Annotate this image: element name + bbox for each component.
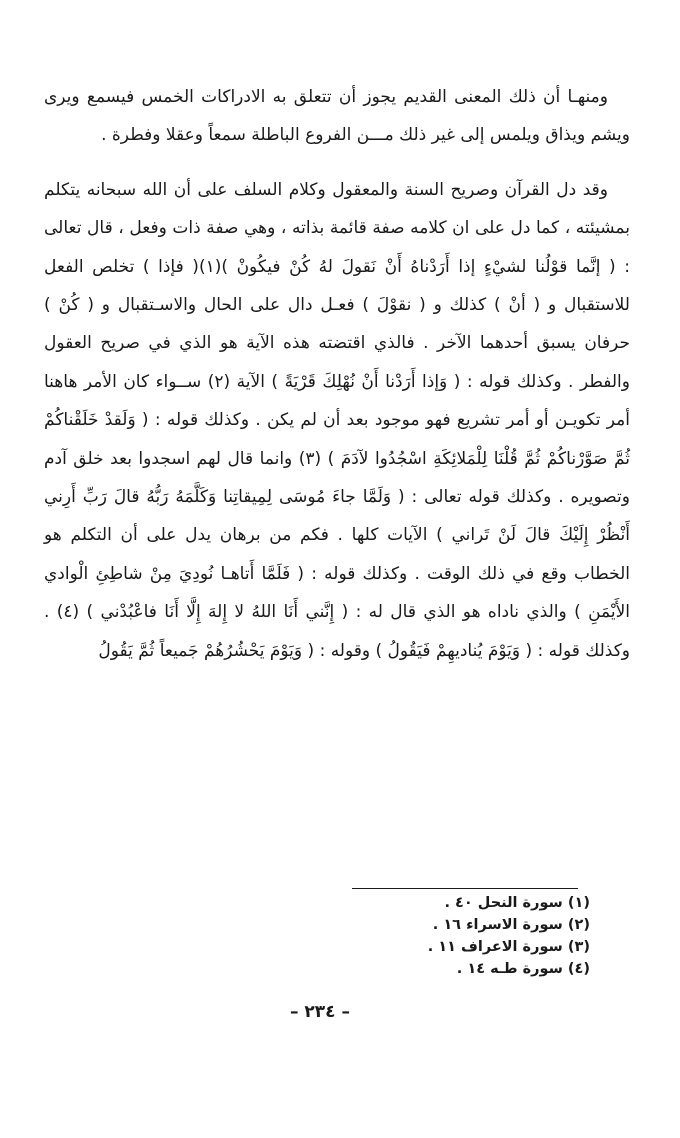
footnotes [300,892,590,980]
footnote-item: (٤) سورة طـه ١٤ . [456,961,590,977]
footnote-divider [352,888,578,889]
paragraph: ومنهـا أن ذلك المعنى القديم يجوز أن تتعلق به الادراكات الخمس فيسمع ويرى ويشم ويذاق ويلمس إلى غير ذلك مـــن الفروع الباطلة سمعاً وعقلا وفطرة . [44,87,630,146]
page-number: – ٢٣٤ – [290,1002,350,1022]
footnote-item: (٣) سورة الاعراف ١١ . [427,939,590,955]
footnote-item: (٢) سورة الاسراء ١٦ . [432,917,590,933]
main-text [44,78,630,670]
paragraph: وقد دل القرآن وصريح السنة والمعقول وكلام السلف على أن الله سبحانه يتكلم بمشيئته ، كما دل على ان كلامه صفة قائمة بذاته ، وهي صفة ذات وفعل ، قال تعالى : ( إنَّما قوْلُنا لشيْءٍ إذا أَرَدْناهُ أَنْ نَقولَ لهُ كُنْ فيكُونْ )(١)( فإذا ) تخلص الفعل للاستقبال و ( أنْ ) كذلك و ( نقوْلَ ) فعـل دال على الحال والاسـتقبال و ( كُنْ ) حرفان يسبق أحدهما الآخر . فالذي اقتضته هذه الآية هو الذي في صريح العقول والفطر . وكذلك قوله : ( وَإذا أَرَدْنا أَنْ نُهْلِكَ قَرْيَةً ) الآية (٢) ســواء كان الأمر هاهنا أمر تكويـن أو أمر تشريع فهو موجود بعد أن لم يكن . وكذلك قوله : ( وَلَقدْ خَلَقْناكُمْ ثُمَّ صَوَّرْناكُمْ ثُمَّ قُلْنَا لِلْمَلائِكَةِ اسْجُدُوا لآدَمَ ) (٣) وانما قال لهم اسجدوا بعد خلق آدم وتصويره . وكذلك قوله تعالى : ( وَلَمَّا جاءَ مُوسَى لِمِيقاتِنا وَكَلَّمَهُ رَبُّهُ قالَ رَبِّ أَرِني أَنْظُرْ إِلَيْكَ قالَ لَنْ تَراني ) الآيات كلها . فكم من برهان يدل على أن التكلم هو الخطاب وقع في ذلك الوقت . وكذلك قوله : ( فَلَمَّا أَتاهـا نُودِيَ مِنْ شاطِئِ الْوادي الأَيْمَنِ ) والذي ناداه هو الذي قال له : ( إِنَّني أَنَا اللهُ لا إِلهَ إِلَّا أَنَا فاعْبُدْني ) (٤) . وكذلك قوله : ( وَيَوْمَ يُناديهِمْ فَيَقُولُ ) وقوله : ( وَيَوْمَ يَحْشُرُهُمْ جَميعاً ثُمَّ يَقُولُ [44,179,631,661]
footnote-item: (١) سورة النحل ٤٠ . [444,895,590,911]
